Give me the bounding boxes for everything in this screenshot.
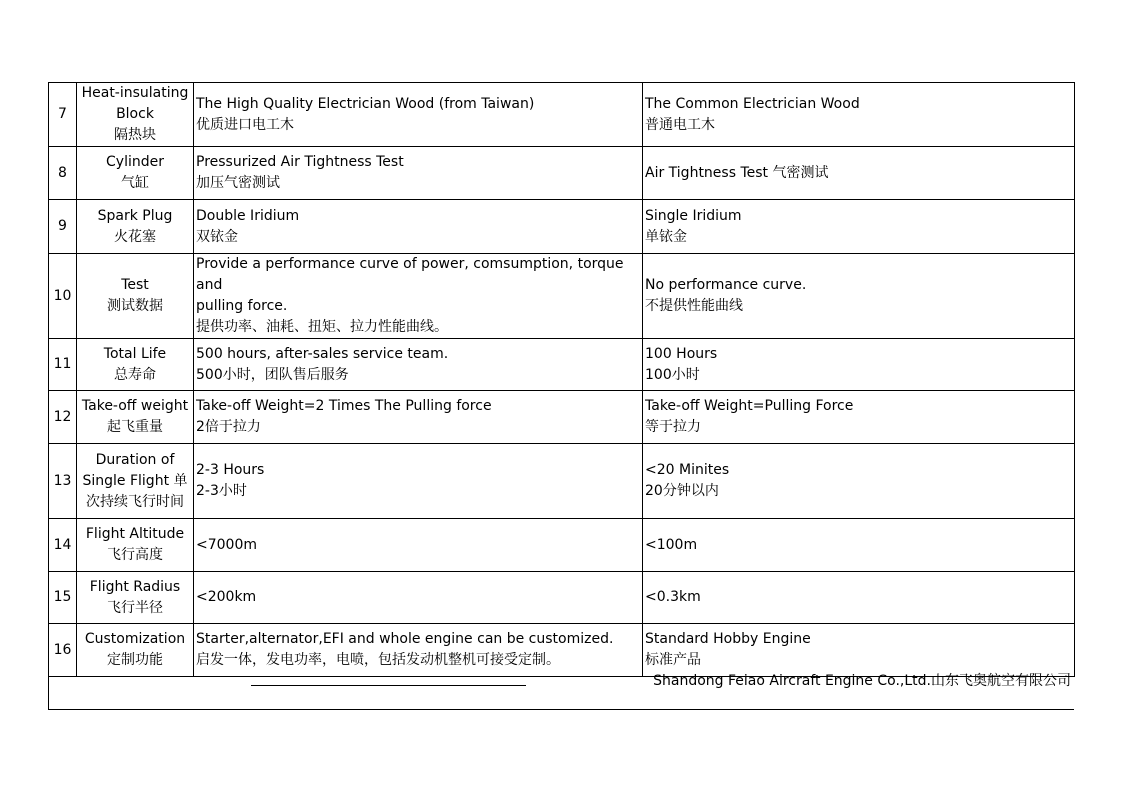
common-spec xyxy=(643,519,1075,572)
common-spec-line: Take-off Weight=Pulling Force xyxy=(645,398,854,414)
feiao-spec-line: 2-3小时 xyxy=(196,483,247,499)
item-name-line: Duration of xyxy=(95,451,175,468)
feiao-spec xyxy=(194,391,643,444)
common-spec-line: The Common Electrician Wood xyxy=(645,95,860,112)
item-name xyxy=(77,391,194,444)
item-name-line: Cylinder xyxy=(106,154,164,170)
feiao-spec-line: Provide a performance curve of power, comsumption, torque and xyxy=(196,256,628,293)
comparison-table-body xyxy=(49,83,1075,677)
feiao-spec xyxy=(194,83,643,147)
common-spec-line: Air Tightness Test 气密测试 xyxy=(645,164,829,181)
item-name-line: Heat-insulating xyxy=(81,85,189,101)
item-name xyxy=(77,147,194,200)
feiao-spec xyxy=(194,200,643,254)
item-name xyxy=(77,83,194,147)
feiao-spec-line: 优质进口电工木 xyxy=(196,116,294,133)
item-name-line: 测试数据 xyxy=(107,298,163,314)
row-number: 16 xyxy=(49,624,77,677)
item-name-line: 隔热块 xyxy=(114,127,156,143)
item-name-line: Flight Radius xyxy=(89,578,181,595)
common-spec xyxy=(643,444,1075,519)
table-row xyxy=(49,200,1075,254)
feiao-spec xyxy=(194,254,643,339)
table-row xyxy=(49,444,1075,519)
row-number: 7 xyxy=(49,83,77,147)
common-spec-line: 不提供性能曲线 xyxy=(645,298,743,314)
common-spec-line: No performance curve. xyxy=(645,277,807,293)
feiao-spec-line: 加压气密测试 xyxy=(196,175,280,191)
item-name-line: 火花塞 xyxy=(114,228,156,245)
common-spec xyxy=(643,147,1075,200)
item-name-line: Flight Altitude xyxy=(85,526,185,542)
common-spec-line: Standard Hobby Engine xyxy=(645,631,811,647)
common-spec-line: 等于拉力 xyxy=(645,419,701,435)
common-spec xyxy=(643,339,1075,391)
feiao-spec-line: 双铱金 xyxy=(196,228,238,245)
item-name-line: Customization xyxy=(84,631,186,647)
common-spec xyxy=(643,391,1075,444)
item-name xyxy=(77,519,194,572)
common-spec-line: 标准产品 xyxy=(645,652,701,668)
common-spec-line: 20分钟以内 xyxy=(645,483,719,499)
feiao-spec xyxy=(194,519,643,572)
common-spec xyxy=(643,572,1075,624)
feiao-spec-line: Pressurized Air Tightness Test xyxy=(196,154,404,170)
feiao-spec-line: Starter,alternator,EFI and whole engine can be customized. xyxy=(196,631,614,647)
common-spec-line: <20 Minites xyxy=(645,462,730,478)
common-spec-line: 普通电工木 xyxy=(645,116,715,133)
common-spec-line: Single Iridium xyxy=(645,207,742,224)
table-row xyxy=(49,83,1075,147)
row-number: 9 xyxy=(49,200,77,254)
item-name-line: Take-off weight xyxy=(81,398,189,414)
item-name-line: 起飞重量 xyxy=(107,419,163,435)
item-name xyxy=(77,572,194,624)
comparison-table xyxy=(48,82,1075,677)
feiao-spec-line: 提供功率、油耗、扭矩、拉力性能曲线。 xyxy=(196,319,448,335)
item-name-line: Test xyxy=(121,277,149,293)
feiao-spec-line: Double Iridium xyxy=(196,207,300,224)
table-row xyxy=(49,147,1075,200)
common-spec-line: <100m xyxy=(645,536,698,553)
row-number: 12 xyxy=(49,391,77,444)
common-spec-line: 单铱金 xyxy=(645,228,687,245)
item-name-line: Block xyxy=(116,106,154,122)
item-name-line: 定制功能 xyxy=(107,652,163,668)
item-name-line: Spark Plug xyxy=(97,207,173,224)
common-spec-line: <0.3km xyxy=(645,589,701,605)
table-row xyxy=(49,572,1075,624)
row-number: 13 xyxy=(49,444,77,519)
item-name-line: 飞行半径 xyxy=(107,599,163,616)
feiao-spec xyxy=(194,444,643,519)
feiao-spec xyxy=(194,147,643,200)
item-name xyxy=(77,339,194,391)
row-number: 8 xyxy=(49,147,77,200)
feiao-spec-line: 500小时，团队售后服务 xyxy=(196,366,349,383)
common-spec xyxy=(643,200,1075,254)
feiao-spec-line: Take-off Weight=2 Times The Pulling force xyxy=(196,398,492,414)
feiao-spec-line: pulling force. xyxy=(196,298,288,314)
feiao-spec-line: 500 hours, after-sales service team. xyxy=(196,345,449,362)
table-row xyxy=(49,519,1075,572)
row-number: 15 xyxy=(49,572,77,624)
item-name-line: 飞行高度 xyxy=(107,547,163,563)
signature-line xyxy=(251,685,526,686)
table-row xyxy=(49,254,1075,339)
item-name-line: Total Life xyxy=(103,345,167,362)
spec-sheet xyxy=(48,82,1074,677)
table-row xyxy=(49,339,1075,391)
common-spec xyxy=(643,254,1075,339)
row-number: 14 xyxy=(49,519,77,572)
feiao-spec-line: 2-3 Hours xyxy=(196,462,265,478)
feiao-spec xyxy=(194,339,643,391)
item-name-line: Single Flight 单 xyxy=(82,472,188,489)
feiao-spec xyxy=(194,572,643,624)
common-spec-line: 100 Hours xyxy=(645,345,718,362)
item-name-line: 气缸 xyxy=(121,175,149,191)
item-name xyxy=(77,444,194,519)
item-name xyxy=(77,200,194,254)
table-row xyxy=(49,391,1075,444)
feiao-spec-line: <7000m xyxy=(196,536,257,553)
feiao-spec-line: 启发一体，发电功率，电喷，包括发动机整机可接受定制。 xyxy=(196,652,560,668)
item-name-line: 总寿命 xyxy=(114,366,156,383)
item-name-line: 次持续飞行时间 xyxy=(86,493,184,510)
feiao-spec-line: 2倍于拉力 xyxy=(196,419,261,435)
footer xyxy=(48,654,1074,710)
common-spec xyxy=(643,83,1075,147)
feiao-spec-line: <200km xyxy=(196,589,257,605)
feiao-spec-line: The High Quality Electrician Wood (from Taiwan) xyxy=(196,95,535,112)
row-number: 11 xyxy=(49,339,77,391)
common-spec-line: 100小时 xyxy=(645,366,700,383)
row-number: 10 xyxy=(49,254,77,339)
company-name: Shandong Feiao Aircraft Engine Co.,Ltd.山东飞奥航空有限公司 xyxy=(653,673,1071,689)
item-name xyxy=(77,254,194,339)
